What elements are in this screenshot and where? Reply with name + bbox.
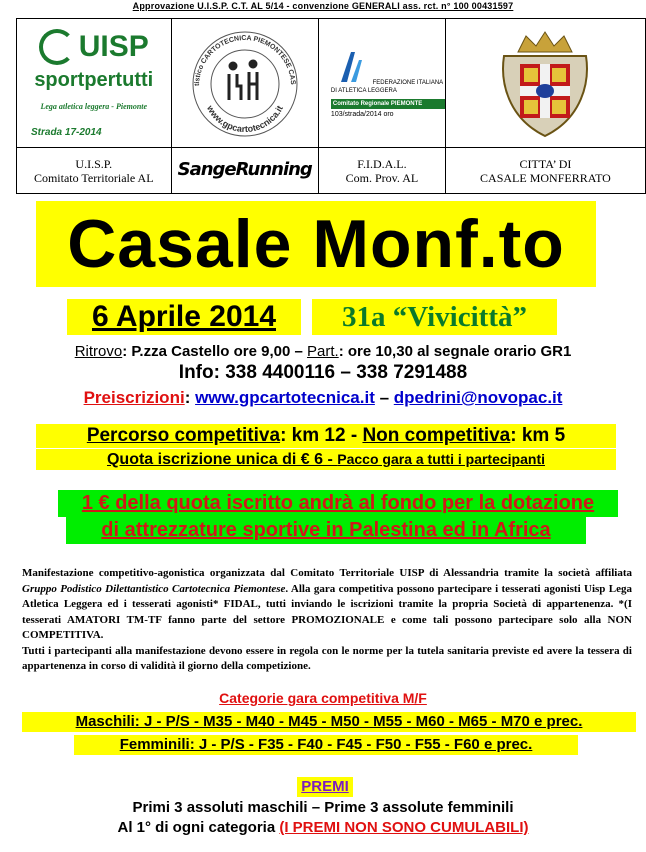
- rules-paragraph-1: [22, 566, 632, 644]
- gp-ring-text: tistico CARTOTECNICA PIEMONTESE CAS: [193, 34, 296, 87]
- uisp-logo-cell: [17, 19, 172, 148]
- noncomp-label: Non competitiva: [362, 425, 511, 446]
- event-title: Casale Monf.to: [36, 201, 596, 287]
- gp-url-text: www.gpcartotecnica.it: [204, 103, 285, 135]
- prizes-line-2: [0, 819, 646, 836]
- preisc-site-link[interactable]: www.gpcartotecnica.it: [195, 388, 375, 407]
- uisp-swirl-icon: [39, 29, 75, 65]
- preisc-colon: :: [184, 388, 196, 407]
- ritrovo-line: [0, 343, 646, 360]
- pack-text: Pacco gara a tutti i partecipanti: [337, 451, 545, 467]
- info-phones: Info: 338 4400116 – 338 7291488: [178, 362, 468, 383]
- fidal-caption-1: F.I.D.A.L.: [357, 156, 407, 171]
- charity-line-1: 1 € della quota iscritto andrà al fondo per la dotazione: [58, 490, 618, 517]
- ritrovo-text: : P.zza Castello ore 9,00 –: [122, 343, 308, 360]
- partenza-text: : ore 10,30 al segnale orario GR1: [338, 343, 572, 360]
- fidal-caption-2: Com. Prov. AL: [345, 170, 419, 185]
- approval-line: Approvazione U.I.S.P. C.T. AL 5/14 - convenzione GENERALI ass. rct. n° 100 00431597: [132, 1, 514, 11]
- gp-seal-icon: [181, 24, 309, 142]
- fidal-logo: [319, 48, 445, 119]
- rules-p1-italic: Gruppo Podistico Dilettantistico Cartotecnica Piemontese: [22, 582, 286, 595]
- city-crest-cell: [445, 19, 645, 148]
- event-edition: 31a “Vivicittà”: [312, 299, 557, 335]
- categories-title: Categorie gara competitiva M/F: [219, 690, 427, 706]
- rules-text: [22, 566, 632, 675]
- uisp-strada: Strada 17-2014: [31, 126, 102, 138]
- city-caption-2: CASALE MONFERRATO: [480, 170, 611, 185]
- rules-p1a: Manifestazione competitivo-agonistica organizzata dal Comitato Territoriale UISP di Alessandria tramite la società affiliata: [22, 567, 632, 579]
- rules-paragraph-2: Tutti i partecipanti alla manifestazione devono essere in regola con le norme per la tutela sanitaria previste ed avere la tessera di appartenenza in corso di validità il giorno della competizione.: [22, 644, 632, 672]
- prizes-line-2a: Al 1° di ogni categoria: [117, 819, 280, 836]
- uisp-tagline: sportpertutti: [34, 68, 154, 91]
- preiscrizioni-line: [0, 388, 646, 408]
- city-crest-icon: [480, 22, 610, 140]
- svg-text:Gruppo Podistico Dilettantisti: [181, 24, 296, 86]
- gp-logo-cell: [171, 19, 318, 148]
- comp-label: Percorso competitiva: [86, 425, 281, 446]
- city-caption: [445, 148, 645, 194]
- preisc-email-link[interactable]: dpedrini@novopac.it: [393, 388, 563, 407]
- prizes-line-1: Primi 3 assoluti maschili – Prime 3 assolute femminili: [132, 799, 514, 816]
- sange-caption: [171, 148, 318, 194]
- rules-p1b: . Alla gara competitiva possono partecipare i tesserati agonisti Uisp Lega Atletica Leggera ed i tesserati agonisti* FIDAL, tutti inviando le iscrizioni tramite la propria Società di appartenenza. *(I tesserati AMATORI TM-TF fanno parte del settore PROMOZIONALE e come tali possono partecipare solo alla NON COMPETITIVA.: [22, 582, 632, 641]
- gp-cartotecnica-logo: [181, 24, 309, 142]
- fee-line: [36, 449, 616, 470]
- fidal-line2: DI ATLETICA LEGGERA: [330, 87, 397, 94]
- charity-line-2: di attrezzature sportive in Palestina ed in Africa: [66, 517, 586, 544]
- uisp-caption-2: Comitato Territoriale AL: [33, 170, 154, 185]
- uisp-caption: [17, 148, 172, 194]
- partenza-label: Part.: [307, 343, 339, 360]
- uisp-caption-1: U.I.S.P.: [75, 156, 113, 171]
- city-caption-1: CITTA’ DI: [519, 156, 572, 171]
- uisp-lega: Lega atletica leggera - Piemonte: [40, 101, 148, 111]
- prizes-title: PREMI: [297, 777, 353, 797]
- course-distances: [36, 424, 616, 448]
- female-categories: Femminili: J - P/S - F35 - F40 - F45 - F50 - F55 - F60 e prec.: [74, 735, 578, 755]
- fidal-mark-icon: [331, 48, 371, 84]
- sange-running-logo: SangeRunning: [177, 159, 312, 180]
- fidal-caption: [318, 148, 445, 194]
- noncomp-value: : km 5: [510, 425, 566, 446]
- fidal-line1: FEDERAZIONE ITALIANA: [372, 79, 444, 86]
- uisp-logo: [17, 29, 171, 65]
- fidal-code: 103/strada/2014 oro: [330, 110, 394, 118]
- comp-value: : km 12 -: [280, 425, 363, 446]
- logos-table: [16, 18, 646, 194]
- prizes-line-2b: (I PREMI NON SONO CUMULABILI): [279, 819, 529, 836]
- preisc-dash: –: [374, 388, 394, 407]
- uisp-logo-name: UISP: [78, 29, 149, 63]
- male-categories: Maschili: J - P/S - M35 - M40 - M45 - M50 - M55 - M60 - M65 - M70 e prec.: [22, 712, 636, 732]
- fidal-bar: Comitato Regionale PIEMONTE: [331, 99, 445, 109]
- fidal-logo-cell: [318, 19, 445, 148]
- event-date: 6 Aprile 2014: [67, 299, 301, 335]
- preisc-label: Preiscrizioni: [83, 388, 185, 407]
- ritrovo-label: Ritrovo: [74, 343, 123, 360]
- fee-text: Quota iscrizione unica di € 6 -: [106, 451, 338, 468]
